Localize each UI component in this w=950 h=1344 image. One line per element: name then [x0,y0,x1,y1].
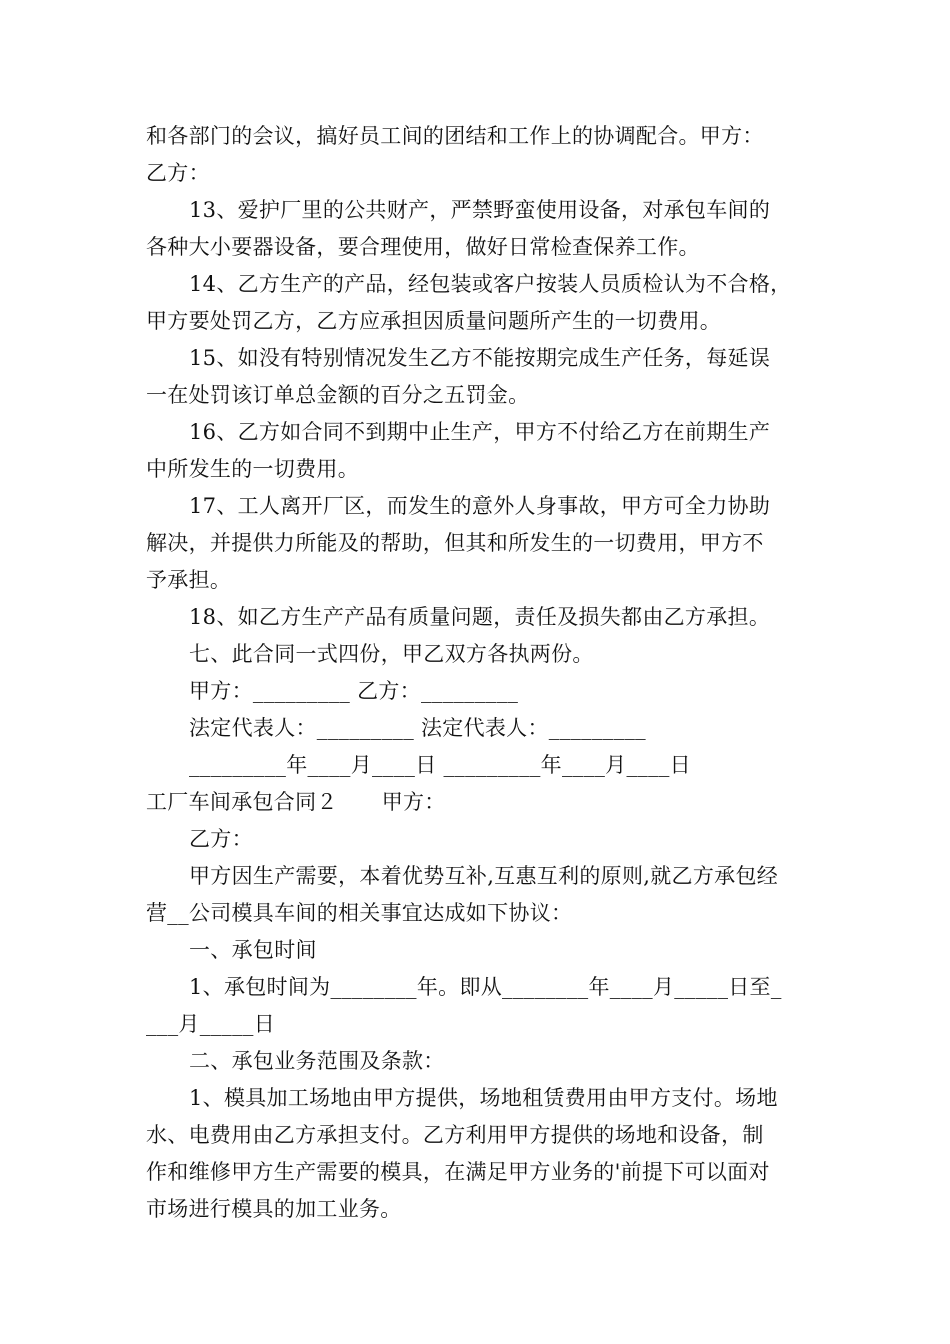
contract-2-title: 工厂车间承包合同２ [146,790,338,814]
paragraph-line: 解决，并提供力所能及的帮助，但其和所发生的一切费用，甲方不 [146,531,764,555]
section-1-heading: 一、承包时间 [189,938,317,962]
clause-14-line: 14、乙方生产的产品，经包装或客户按装人员质检认为不合格， [189,272,792,296]
paragraph-line: 作和维修甲方生产需要的模具，在满足甲方业务的'前提下可以面对 [146,1160,770,1184]
section-2-heading: 二、承包业务范围及条款： [189,1049,445,1073]
signature-date-line: _________年____月____日 _________年____月____日 [189,753,691,777]
term-line: 1、承包时间为________年。即从________年____月_____日至_ [189,975,782,999]
clause-16-line: 16、乙方如合同不到期中止生产，甲方不付给乙方在前期生产 [189,420,771,444]
party-a-label: 甲方： [381,790,446,814]
paragraph-line: 乙方： [146,161,210,185]
contract-2-heading-line [146,784,810,821]
paragraph-line: 营__公司模具车间的相关事宜达成如下协议： [146,901,573,925]
party-b-label: 乙方： [189,827,253,851]
paragraph-line: 甲方要处罚乙方，乙方应承担因质量问题所产生的一切费用。 [146,309,722,333]
paragraph-line: 中所发生的一切费用。 [146,457,359,481]
paragraph-line: ___月_____日 [146,1012,275,1036]
clause-18-line: 18、如乙方生产产品有质量问题，责任及损失都由乙方承担。 [189,605,771,629]
clause-15-line: 15、如没有特别情况发生乙方不能按期完成生产任务，每延误 [189,346,771,370]
scope-clause-1-line: 1、模具加工场地由甲方提供，场地租赁费用由甲方支付。场地 [189,1086,778,1110]
signature-parties-line: 甲方：_________ 乙方：_________ [189,679,519,703]
paragraph-line: 各种大小要器设备，要合理使用，做好日常检查保养工作。 [146,235,700,259]
document-body [146,118,810,1228]
paragraph-line: 市场进行模具的加工业务。 [146,1197,402,1221]
section-7-line: 七、此合同一式四份，甲乙双方各执两份。 [189,642,594,666]
legal-representative-line: 法定代表人：_________ 法定代表人：_________ [189,716,646,740]
preamble-line: 甲方因生产需要，本着优势互补,互惠互利的原则,就乙方承包经 [189,864,779,888]
clause-17-line: 17、工人离开厂区，而发生的意外人身事故，甲方可全力协助 [189,494,771,518]
paragraph-line: 一在处罚该订单总金额的百分之五罚金。 [146,383,530,407]
paragraph-line: 予承担。 [146,568,232,592]
paragraph-line: 和各部门的会议，搞好员工间的团结和工作上的协调配合。甲方： [146,124,764,148]
clause-13-line: 13、爱护厂里的公共财产，严禁野蛮使用设备，对承包车间的 [189,198,771,222]
paragraph-line: 水、电费用由乙方承担支付。乙方利用甲方提供的场地和设备，制 [146,1123,764,1147]
